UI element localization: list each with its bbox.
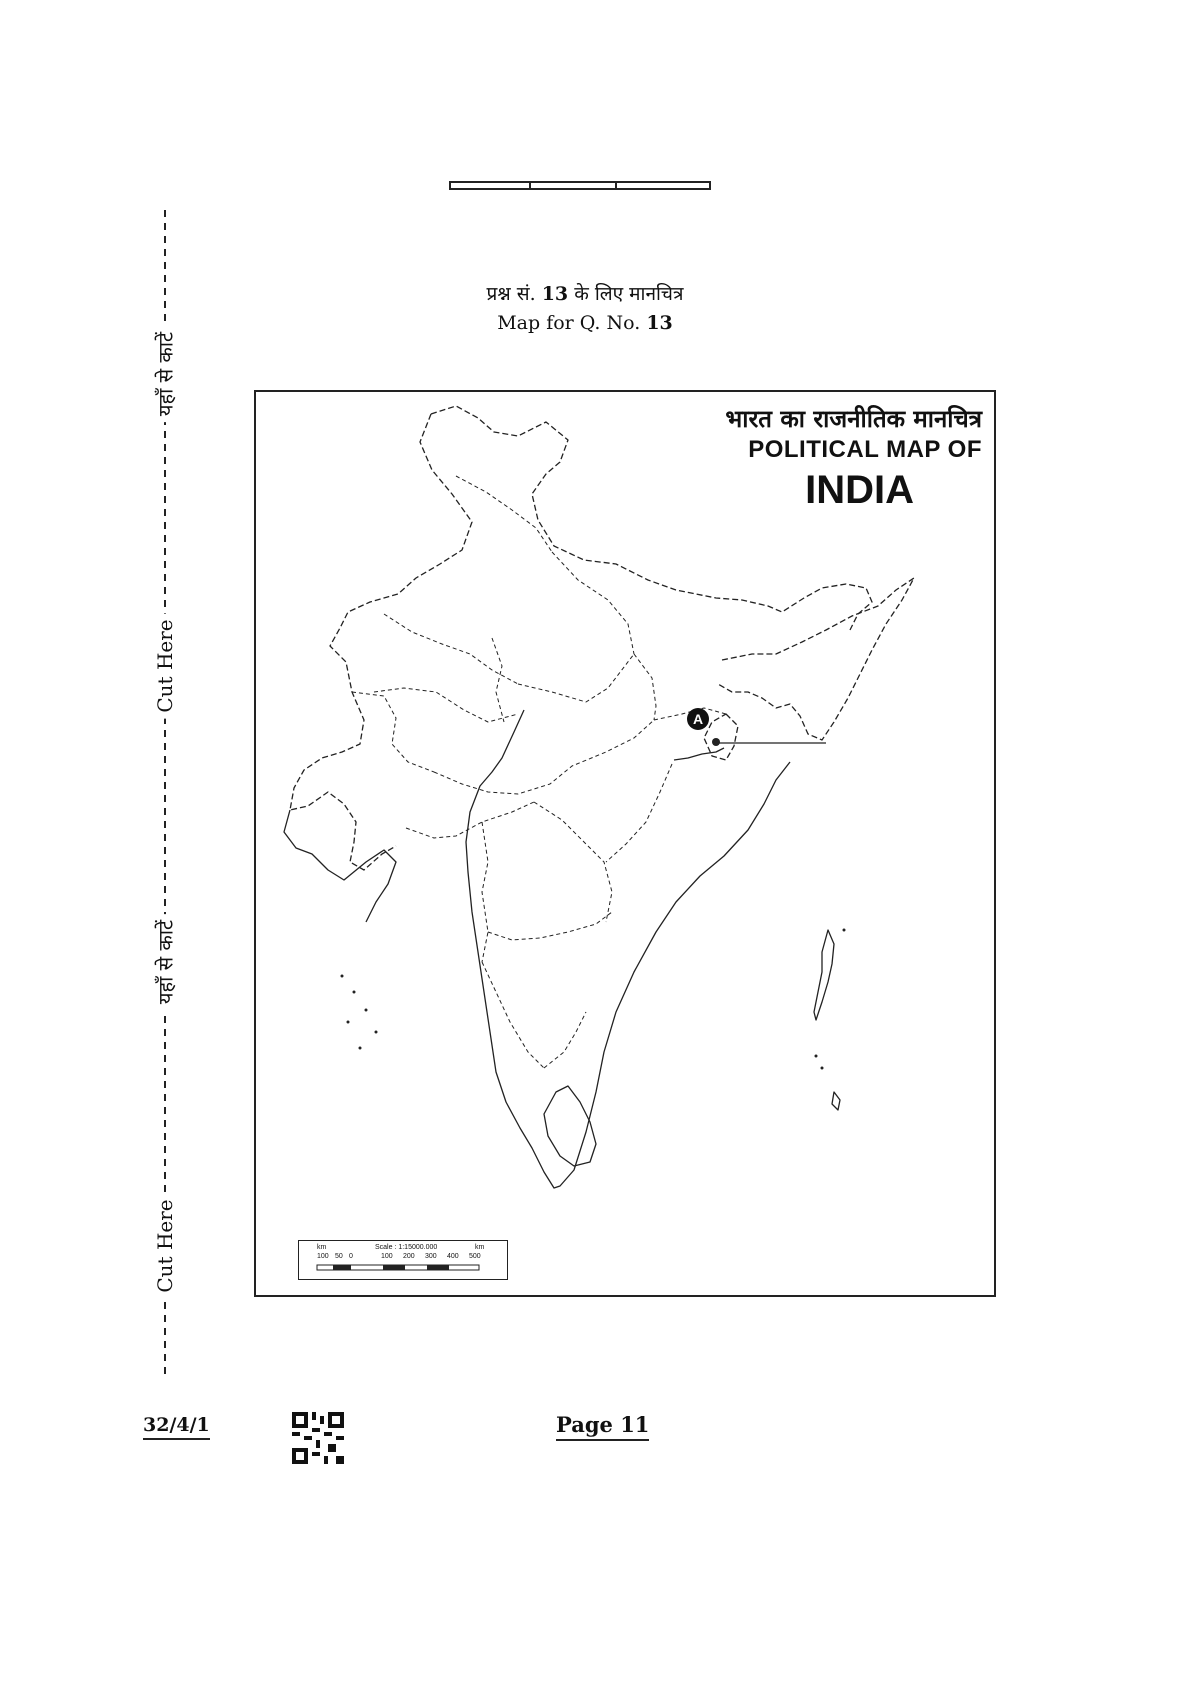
east-coast — [674, 748, 724, 760]
cut-line — [140, 210, 190, 1380]
page-number: Page 11 — [556, 1412, 649, 1441]
india-political-map — [254, 390, 996, 1297]
header-bar — [449, 181, 711, 190]
map-title-english: POLITICAL MAP OF — [748, 436, 982, 463]
india-mainland-outline — [431, 406, 872, 630]
india-west-coast — [466, 710, 790, 1188]
andaman-nicobar-islands — [814, 930, 840, 1110]
sri-lanka-outline — [544, 1086, 596, 1166]
lakshadweep-islands — [341, 929, 846, 1070]
map-scale-bar: km Scale : 1:15000.000 km 100 50 0 100 200 300 400 500 — [298, 1240, 508, 1280]
map-title-hindi: भारत का राजनीतिक मानचित्र — [725, 405, 982, 433]
map-marker-a: A — [692, 711, 704, 727]
gujarat-coast — [284, 810, 396, 922]
paper-code: 32/4/1 — [143, 1414, 210, 1440]
cut-label-hindi: यहाँ से काटें — [152, 326, 179, 422]
question-heading-english: Map for Q. No. 13 — [497, 312, 673, 334]
state-borders — [352, 476, 726, 1068]
india-north-west-border — [290, 414, 472, 870]
cut-label-english: Cut Here — [153, 1193, 177, 1298]
cut-label-hindi: यहाँ से काटें — [152, 914, 179, 1010]
cut-label-english: Cut Here — [153, 613, 177, 718]
qr-code-icon — [292, 1412, 344, 1464]
question-heading — [420, 280, 750, 338]
question-heading-hindi: प्रश्न सं. 13 के लिए मानचित्र — [486, 283, 684, 305]
india-outline-map — [256, 392, 994, 1295]
map-title-country: INDIA — [805, 468, 914, 512]
north-east-region-outline — [718, 578, 914, 740]
